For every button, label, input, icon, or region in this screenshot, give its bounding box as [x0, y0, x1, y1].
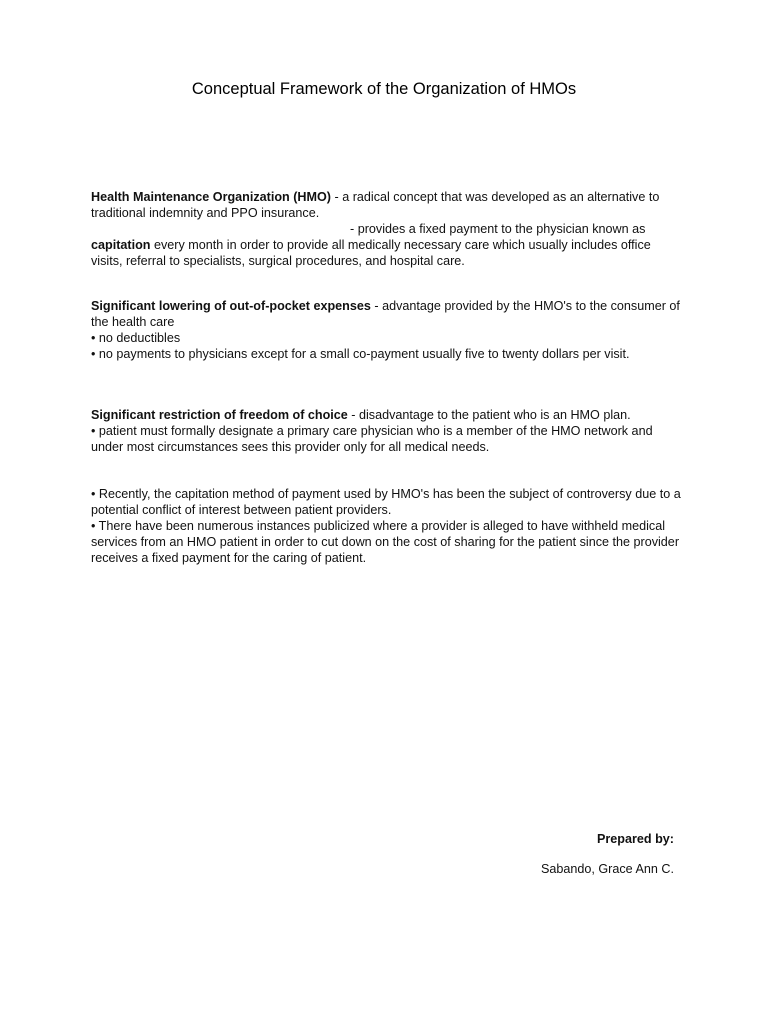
section-controversy [91, 486, 681, 566]
section-disadvantage [91, 407, 681, 455]
prepared-by-label: Prepared by: [597, 832, 674, 846]
disadvantage-term: Significant restriction of freedom of choice [91, 408, 348, 422]
advantage-bullet: • no payments to physicians except for a small co-payment usually five to twenty dollars per visit. [91, 347, 630, 361]
advantage-term: Significant lowering of out-of-pocket expenses [91, 299, 371, 313]
disadvantage-text: - disadvantage to the patient who is an HMO plan. [347, 408, 631, 422]
disadvantage-bullet: • patient must formally designate a primary care physician who is a member of the HMO network and under most circumstances sees this provider only for all medical needs. [91, 424, 653, 454]
disadvantage-paragraph [91, 407, 681, 423]
advantage-bullet: • no deductibles [91, 331, 181, 345]
capitation-term: capitation [91, 238, 151, 252]
document-title: Conceptual Framework of the Organization of HMOs [191, 80, 577, 98]
advantage-text: - advantage provided by the HMO's to the consumer of the health care [91, 299, 680, 329]
author-name: Sabando, Grace Ann C. [540, 862, 674, 876]
section-hmo-definition [91, 189, 681, 269]
section-advantage [91, 298, 681, 362]
hmo-definition-paragraph [91, 189, 681, 221]
advantage-paragraph [91, 298, 681, 330]
capitation-text: every month in order to provide all medically necessary care which usually includes office visits, referral to specialists, surgical procedures, and hospital care. [91, 238, 651, 268]
hmo-term: Health Maintenance Organization (HMO) [91, 190, 332, 204]
hmo-definition-text: - a radical concept that was developed as an alternative to traditional indemnity and PPO insurance. [91, 190, 660, 220]
controversy-bullet: • There have been numerous instances publicized where a provider is alleged to have withheld medical services from an HMO patient in order to cut down on the cost of sharing for the patient since the provider receives a fixed payment for the caring of patient. [91, 519, 680, 565]
hmo-fixed-payment-line: - provides a fixed payment to the physician known as [350, 222, 646, 236]
hmo-capitation-paragraph [91, 237, 681, 269]
controversy-bullet: • Recently, the capitation method of payment used by HMO's has been the subject of controversy due to a potential conflict of interest between patient providers. [91, 487, 681, 517]
